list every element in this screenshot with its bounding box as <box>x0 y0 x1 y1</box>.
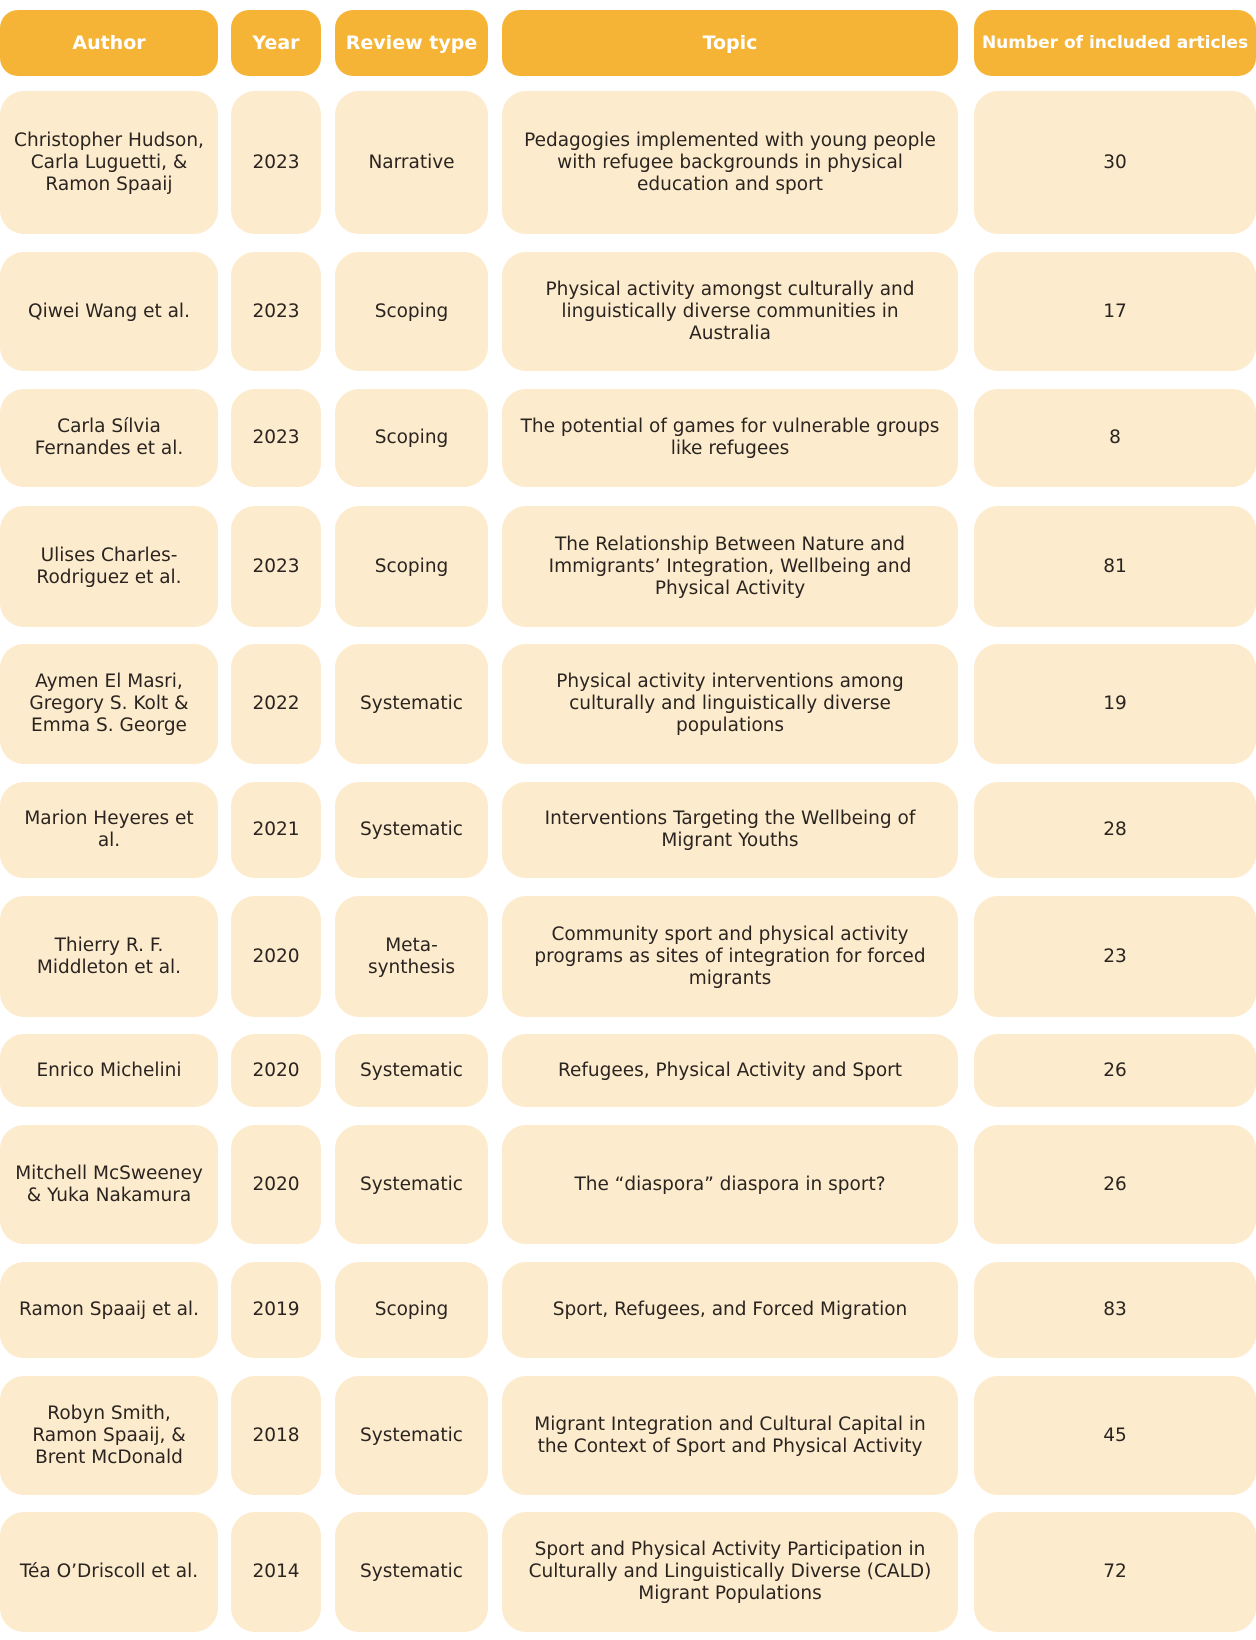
cell-article-count: 81 <box>974 506 1256 627</box>
cell-author: Christopher Hudson, Carla Luguetti, & Ramon Spaaij <box>0 91 218 234</box>
header-review-type: Review type <box>335 10 488 76</box>
cell-review-type: Systematic <box>335 1034 488 1107</box>
cell-article-count: 83 <box>974 1262 1256 1358</box>
table-row <box>0 1512 1256 1632</box>
cell-year: 2023 <box>231 252 321 371</box>
cell-article-count: 72 <box>974 1512 1256 1632</box>
cell-review-type: Systematic <box>335 1125 488 1244</box>
table-row <box>0 1125 1256 1244</box>
cell-article-count: 45 <box>974 1376 1256 1495</box>
table-row <box>0 1376 1256 1495</box>
header-number-of-articles: Number of included articles <box>974 10 1256 76</box>
cell-review-type: Narrative <box>335 91 488 234</box>
cell-author: Qiwei Wang et al. <box>0 252 218 371</box>
cell-author: Carla Sílvia Fernandes et al. <box>0 389 218 487</box>
cell-topic: Sport and Physical Activity Participation in Culturally and Linguistically Diverse (CALD) Migrant Populations <box>502 1512 958 1632</box>
table-row <box>0 1034 1256 1107</box>
cell-author: Mitchell McSweeney & Yuka Nakamura <box>0 1125 218 1244</box>
cell-topic: Sport, Refugees, and Forced Migration <box>502 1262 958 1358</box>
cell-review-type: Systematic <box>335 1376 488 1495</box>
table-row <box>0 782 1256 878</box>
cell-topic: Physical activity amongst culturally and linguistically diverse communities in Australia <box>502 252 958 371</box>
cell-topic: Refugees, Physical Activity and Sport <box>502 1034 958 1107</box>
cell-topic: Community sport and physical activity programs as sites of integration for forced migrants <box>502 896 958 1017</box>
table-row <box>0 389 1256 487</box>
cell-article-count: 26 <box>974 1125 1256 1244</box>
cell-topic: The potential of games for vulnerable groups like refugees <box>502 389 958 487</box>
table-header <box>0 10 1256 76</box>
cell-year: 2022 <box>231 644 321 764</box>
table-row <box>0 644 1256 764</box>
cell-year: 2023 <box>231 389 321 487</box>
table-row <box>0 1262 1256 1358</box>
cell-year: 2023 <box>231 91 321 234</box>
header-author: Author <box>0 10 218 76</box>
cell-topic: The Relationship Between Nature and Immigrants’ Integration, Wellbeing and Physical Activity <box>502 506 958 627</box>
cell-article-count: 19 <box>974 644 1256 764</box>
cell-year: 2014 <box>231 1512 321 1632</box>
cell-author: Ramon Spaaij et al. <box>0 1262 218 1358</box>
cell-review-type: Systematic <box>335 1512 488 1632</box>
cell-year: 2021 <box>231 782 321 878</box>
cell-article-count: 23 <box>974 896 1256 1017</box>
header-year: Year <box>231 10 321 76</box>
cell-year: 2018 <box>231 1376 321 1495</box>
cell-review-type: Scoping <box>335 506 488 627</box>
cell-topic: Pedagogies implemented with young people with refugee backgrounds in physical education and sport <box>502 91 958 234</box>
cell-article-count: 30 <box>974 91 1256 234</box>
cell-review-type: Systematic <box>335 782 488 878</box>
cell-topic: The “diaspora” diaspora in sport? <box>502 1125 958 1244</box>
cell-review-type: Scoping <box>335 1262 488 1358</box>
cell-article-count: 17 <box>974 252 1256 371</box>
cell-author: Robyn Smith, Ramon Spaaij, & Brent McDonald <box>0 1376 218 1495</box>
table-row <box>0 252 1256 371</box>
cell-author: Aymen El Masri, Gregory S. Kolt & Emma S. George <box>0 644 218 764</box>
cell-topic: Migrant Integration and Cultural Capital in the Context of Sport and Physical Activity <box>502 1376 958 1495</box>
cell-article-count: 26 <box>974 1034 1256 1107</box>
cell-review-type: Meta-synthesis <box>335 896 488 1017</box>
cell-author: Ulises Charles-Rodriguez et al. <box>0 506 218 627</box>
header-topic: Topic <box>502 10 958 76</box>
cell-year: 2023 <box>231 506 321 627</box>
cell-review-type: Scoping <box>335 389 488 487</box>
cell-topic: Interventions Targeting the Wellbeing of Migrant Youths <box>502 782 958 878</box>
cell-year: 2019 <box>231 1262 321 1358</box>
cell-year: 2020 <box>231 896 321 1017</box>
cell-year: 2020 <box>231 1034 321 1107</box>
cell-review-type: Scoping <box>335 252 488 371</box>
table-row <box>0 896 1256 1017</box>
cell-author: Enrico Michelini <box>0 1034 218 1107</box>
table-row <box>0 506 1256 627</box>
cell-year: 2020 <box>231 1125 321 1244</box>
cell-topic: Physical activity interventions among culturally and linguistically diverse populations <box>502 644 958 764</box>
cell-article-count: 8 <box>974 389 1256 487</box>
cell-author: Marion Heyeres et al. <box>0 782 218 878</box>
cell-author: Thierry R. F. Middleton et al. <box>0 896 218 1017</box>
cell-review-type: Systematic <box>335 644 488 764</box>
cell-article-count: 28 <box>974 782 1256 878</box>
table-row <box>0 91 1256 234</box>
cell-author: Téa O’Driscoll et al. <box>0 1512 218 1632</box>
